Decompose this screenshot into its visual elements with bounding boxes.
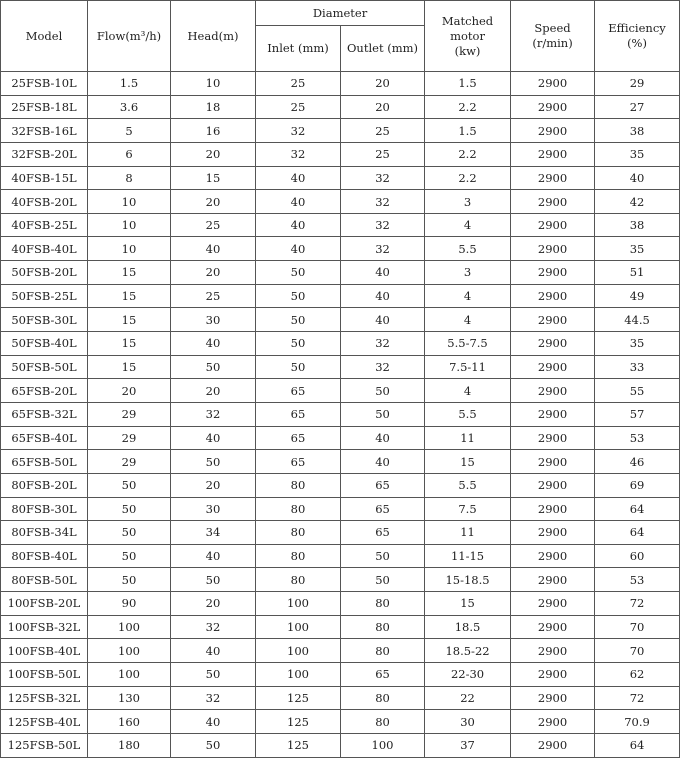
efficiency-cell: 38 (595, 213, 680, 237)
flow-cell: 3.6 (88, 95, 171, 119)
outlet-cell: 50 (341, 568, 425, 592)
model-cell: 50FSB-50L (1, 355, 88, 379)
table-row (1, 166, 680, 190)
motor-cell: 2.2 (425, 95, 511, 119)
head-cell: 25 (171, 213, 256, 237)
flow-cell: 180 (88, 733, 171, 757)
head-cell: 25 (171, 284, 256, 308)
motor-cell: 11 (425, 521, 511, 545)
motor-cell: 15 (425, 450, 511, 474)
model-cell: 100FSB-20L (1, 592, 88, 616)
head-cell: 50 (171, 450, 256, 474)
efficiency-cell: 33 (595, 355, 680, 379)
speed-cell: 2900 (511, 379, 595, 403)
outlet-cell: 50 (341, 544, 425, 568)
head-cell: 20 (171, 190, 256, 214)
model-cell: 100FSB-40L (1, 639, 88, 663)
head-cell: 32 (171, 686, 256, 710)
motor-cell: 11-15 (425, 544, 511, 568)
model-cell: 40FSB-40L (1, 237, 88, 261)
table-row (1, 402, 680, 426)
efficiency-cell: 42 (595, 190, 680, 214)
speed-cell: 2900 (511, 237, 595, 261)
efficiency-cell: 40 (595, 166, 680, 190)
efficiency-cell: 72 (595, 686, 680, 710)
efficiency-cell: 72 (595, 592, 680, 616)
model-cell: 65FSB-20L (1, 379, 88, 403)
flow-cell: 50 (88, 544, 171, 568)
inlet-cell: 80 (256, 568, 341, 592)
speed-cell: 2900 (511, 615, 595, 639)
model-cell: 40FSB-20L (1, 190, 88, 214)
outlet-cell: 50 (341, 379, 425, 403)
table-row (1, 473, 680, 497)
flow-cell: 130 (88, 686, 171, 710)
head-cell: 30 (171, 497, 256, 521)
head-cell: 20 (171, 379, 256, 403)
outlet-cell: 40 (341, 450, 425, 474)
inlet-cell: 100 (256, 639, 341, 663)
efficiency-cell: 49 (595, 284, 680, 308)
model-cell: 80FSB-20L (1, 473, 88, 497)
flow-cell: 10 (88, 237, 171, 261)
table-row (1, 710, 680, 734)
outlet-cell: 25 (341, 119, 425, 143)
outlet-cell: 32 (341, 190, 425, 214)
table-row (1, 142, 680, 166)
outlet-header: Outlet (mm) (341, 26, 425, 72)
efficiency-cell: 29 (595, 72, 680, 96)
flow-cell: 20 (88, 379, 171, 403)
model-cell: 65FSB-40L (1, 426, 88, 450)
model-cell: 25FSB-18L (1, 95, 88, 119)
model-cell: 80FSB-50L (1, 568, 88, 592)
flow-header: Flow(m³/h) (88, 1, 171, 72)
flow-cell: 100 (88, 663, 171, 687)
inlet-cell: 80 (256, 544, 341, 568)
speed-cell: 2900 (511, 284, 595, 308)
head-cell: 40 (171, 544, 256, 568)
motor-cell: 5.5 (425, 473, 511, 497)
flow-cell: 6 (88, 142, 171, 166)
inlet-cell: 40 (256, 237, 341, 261)
table-row (1, 332, 680, 356)
inlet-cell: 50 (256, 261, 341, 285)
head-cell: 20 (171, 261, 256, 285)
efficiency-cell: 64 (595, 521, 680, 545)
table-header (1, 1, 680, 72)
table-row (1, 308, 680, 332)
flow-cell: 10 (88, 213, 171, 237)
motor-cell: 18.5-22 (425, 639, 511, 663)
motor-cell: 4 (425, 308, 511, 332)
table-row (1, 261, 680, 285)
outlet-cell: 32 (341, 237, 425, 261)
efficiency-cell: 35 (595, 142, 680, 166)
outlet-cell: 32 (341, 355, 425, 379)
outlet-cell: 65 (341, 473, 425, 497)
model-cell: 80FSB-40L (1, 544, 88, 568)
model-cell: 40FSB-25L (1, 213, 88, 237)
speed-cell: 2900 (511, 402, 595, 426)
model-cell: 50FSB-20L (1, 261, 88, 285)
speed-cell: 2900 (511, 710, 595, 734)
table-row (1, 686, 680, 710)
model-cell: 100FSB-32L (1, 615, 88, 639)
table-row (1, 284, 680, 308)
outlet-cell: 65 (341, 521, 425, 545)
inlet-cell: 125 (256, 686, 341, 710)
speed-cell: 2900 (511, 521, 595, 545)
flow-cell: 90 (88, 592, 171, 616)
motor-cell: 11 (425, 426, 511, 450)
motor-cell: 4 (425, 284, 511, 308)
speed-cell: 2900 (511, 663, 595, 687)
flow-cell: 100 (88, 639, 171, 663)
table-body (1, 72, 680, 758)
outlet-cell: 32 (341, 166, 425, 190)
motor-cell: 15-18.5 (425, 568, 511, 592)
motor-cell: 3 (425, 261, 511, 285)
outlet-cell: 40 (341, 426, 425, 450)
motor-cell: 1.5 (425, 119, 511, 143)
motor-cell: 5.5 (425, 402, 511, 426)
head-cell: 40 (171, 710, 256, 734)
head-cell: 16 (171, 119, 256, 143)
efficiency-cell: 35 (595, 237, 680, 261)
table-row (1, 592, 680, 616)
outlet-cell: 40 (341, 308, 425, 332)
motor-header: Matched motor (kw) (425, 1, 511, 72)
motor-cell: 15 (425, 592, 511, 616)
table-row (1, 426, 680, 450)
speed-cell: 2900 (511, 544, 595, 568)
speed-cell: 2900 (511, 592, 595, 616)
flow-cell: 29 (88, 426, 171, 450)
outlet-cell: 80 (341, 592, 425, 616)
motor-cell: 37 (425, 733, 511, 757)
flow-cell: 29 (88, 402, 171, 426)
table-row (1, 355, 680, 379)
flow-cell: 29 (88, 450, 171, 474)
flow-cell: 100 (88, 615, 171, 639)
table-row (1, 663, 680, 687)
head-cell: 10 (171, 72, 256, 96)
inlet-cell: 100 (256, 615, 341, 639)
flow-cell: 10 (88, 190, 171, 214)
outlet-cell: 65 (341, 497, 425, 521)
outlet-cell: 20 (341, 72, 425, 96)
outlet-cell: 32 (341, 213, 425, 237)
efficiency-cell: 64 (595, 733, 680, 757)
speed-cell: 2900 (511, 142, 595, 166)
table-row (1, 733, 680, 757)
inlet-cell: 50 (256, 284, 341, 308)
inlet-cell: 32 (256, 142, 341, 166)
inlet-cell: 50 (256, 332, 341, 356)
speed-cell: 2900 (511, 261, 595, 285)
speed-cell: 2900 (511, 497, 595, 521)
inlet-cell: 25 (256, 95, 341, 119)
efficiency-cell: 57 (595, 402, 680, 426)
motor-cell: 4 (425, 379, 511, 403)
model-cell: 125FSB-32L (1, 686, 88, 710)
inlet-cell: 125 (256, 710, 341, 734)
table-row (1, 450, 680, 474)
model-cell: 65FSB-50L (1, 450, 88, 474)
motor-cell: 4 (425, 213, 511, 237)
efficiency-cell: 38 (595, 119, 680, 143)
table-row (1, 119, 680, 143)
head-header: Head(m) (171, 1, 256, 72)
motor-cell: 22-30 (425, 663, 511, 687)
motor-cell: 5.5 (425, 237, 511, 261)
inlet-cell: 50 (256, 355, 341, 379)
model-cell: 50FSB-30L (1, 308, 88, 332)
speed-cell: 2900 (511, 733, 595, 757)
head-cell: 40 (171, 639, 256, 663)
inlet-cell: 40 (256, 213, 341, 237)
flow-cell: 50 (88, 497, 171, 521)
outlet-cell: 40 (341, 284, 425, 308)
table-row (1, 568, 680, 592)
speed-header: Speed (r/min) (511, 1, 595, 72)
model-cell: 25FSB-10L (1, 72, 88, 96)
flow-cell: 15 (88, 308, 171, 332)
outlet-cell: 20 (341, 95, 425, 119)
outlet-cell: 25 (341, 142, 425, 166)
flow-cell: 15 (88, 261, 171, 285)
efficiency-cell: 35 (595, 332, 680, 356)
table-row (1, 521, 680, 545)
inlet-cell: 100 (256, 663, 341, 687)
efficiency-cell: 27 (595, 95, 680, 119)
head-cell: 50 (171, 568, 256, 592)
inlet-cell: 65 (256, 402, 341, 426)
model-cell: 40FSB-15L (1, 166, 88, 190)
model-cell: 50FSB-25L (1, 284, 88, 308)
flow-cell: 8 (88, 166, 171, 190)
efficiency-cell: 51 (595, 261, 680, 285)
outlet-cell: 50 (341, 402, 425, 426)
efficiency-cell: 69 (595, 473, 680, 497)
model-cell: 80FSB-30L (1, 497, 88, 521)
inlet-header: Inlet (mm) (256, 26, 341, 72)
motor-cell: 2.2 (425, 166, 511, 190)
table-row (1, 379, 680, 403)
flow-cell: 50 (88, 568, 171, 592)
flow-cell: 50 (88, 521, 171, 545)
efficiency-cell: 64 (595, 497, 680, 521)
head-cell: 32 (171, 615, 256, 639)
flow-cell: 15 (88, 284, 171, 308)
table-row (1, 72, 680, 96)
efficiency-cell: 70 (595, 639, 680, 663)
table-row (1, 615, 680, 639)
outlet-cell: 80 (341, 639, 425, 663)
efficiency-cell: 44.5 (595, 308, 680, 332)
model-cell: 100FSB-50L (1, 663, 88, 687)
flow-cell: 5 (88, 119, 171, 143)
table-row (1, 237, 680, 261)
inlet-cell: 125 (256, 733, 341, 757)
speed-cell: 2900 (511, 332, 595, 356)
efficiency-cell: 55 (595, 379, 680, 403)
head-cell: 40 (171, 332, 256, 356)
speed-cell: 2900 (511, 119, 595, 143)
speed-cell: 2900 (511, 450, 595, 474)
motor-cell: 7.5-11 (425, 355, 511, 379)
speed-cell: 2900 (511, 686, 595, 710)
table-row (1, 639, 680, 663)
efficiency-cell: 62 (595, 663, 680, 687)
table-row (1, 95, 680, 119)
speed-cell: 2900 (511, 639, 595, 663)
motor-cell: 22 (425, 686, 511, 710)
model-cell: 32FSB-16L (1, 119, 88, 143)
head-cell: 40 (171, 426, 256, 450)
speed-cell: 2900 (511, 568, 595, 592)
diameter-header: Diameter (256, 1, 425, 26)
inlet-cell: 65 (256, 379, 341, 403)
speed-cell: 2900 (511, 426, 595, 450)
efficiency-cell: 46 (595, 450, 680, 474)
head-cell: 20 (171, 473, 256, 497)
head-cell: 20 (171, 592, 256, 616)
flow-cell: 160 (88, 710, 171, 734)
outlet-cell: 100 (341, 733, 425, 757)
motor-cell: 7.5 (425, 497, 511, 521)
inlet-cell: 80 (256, 521, 341, 545)
outlet-cell: 40 (341, 261, 425, 285)
flow-cell: 50 (88, 473, 171, 497)
speed-cell: 2900 (511, 72, 595, 96)
model-cell: 80FSB-34L (1, 521, 88, 545)
speed-cell: 2900 (511, 213, 595, 237)
speed-cell: 2900 (511, 355, 595, 379)
head-cell: 18 (171, 95, 256, 119)
speed-cell: 2900 (511, 473, 595, 497)
outlet-cell: 80 (341, 615, 425, 639)
model-header: Model (1, 1, 88, 72)
flow-cell: 15 (88, 332, 171, 356)
speed-cell: 2900 (511, 308, 595, 332)
motor-cell: 3 (425, 190, 511, 214)
head-cell: 50 (171, 663, 256, 687)
head-cell: 40 (171, 237, 256, 261)
speed-cell: 2900 (511, 95, 595, 119)
head-cell: 32 (171, 402, 256, 426)
inlet-cell: 65 (256, 450, 341, 474)
inlet-cell: 25 (256, 72, 341, 96)
inlet-cell: 80 (256, 497, 341, 521)
efficiency-cell: 60 (595, 544, 680, 568)
inlet-cell: 40 (256, 190, 341, 214)
motor-cell: 18.5 (425, 615, 511, 639)
inlet-cell: 40 (256, 166, 341, 190)
flow-cell: 1.5 (88, 72, 171, 96)
inlet-cell: 50 (256, 308, 341, 332)
model-cell: 65FSB-32L (1, 402, 88, 426)
outlet-cell: 80 (341, 710, 425, 734)
head-cell: 34 (171, 521, 256, 545)
table-row (1, 190, 680, 214)
flow-cell: 15 (88, 355, 171, 379)
table-row (1, 213, 680, 237)
efficiency-cell: 70.9 (595, 710, 680, 734)
outlet-cell: 80 (341, 686, 425, 710)
model-cell: 32FSB-20L (1, 142, 88, 166)
outlet-cell: 32 (341, 332, 425, 356)
inlet-cell: 80 (256, 473, 341, 497)
head-cell: 30 (171, 308, 256, 332)
speed-cell: 2900 (511, 190, 595, 214)
model-cell: 50FSB-40L (1, 332, 88, 356)
table-row (1, 544, 680, 568)
head-cell: 50 (171, 355, 256, 379)
motor-cell: 2.2 (425, 142, 511, 166)
motor-cell: 5.5-7.5 (425, 332, 511, 356)
model-cell: 125FSB-50L (1, 733, 88, 757)
efficiency-cell: 70 (595, 615, 680, 639)
efficiency-cell: 53 (595, 426, 680, 450)
motor-cell: 30 (425, 710, 511, 734)
inlet-cell: 65 (256, 426, 341, 450)
head-cell: 20 (171, 142, 256, 166)
head-cell: 15 (171, 166, 256, 190)
inlet-cell: 32 (256, 119, 341, 143)
head-cell: 50 (171, 733, 256, 757)
efficiency-cell: 53 (595, 568, 680, 592)
speed-cell: 2900 (511, 166, 595, 190)
inlet-cell: 100 (256, 592, 341, 616)
model-cell: 125FSB-40L (1, 710, 88, 734)
motor-cell: 1.5 (425, 72, 511, 96)
table-row (1, 497, 680, 521)
outlet-cell: 65 (341, 663, 425, 687)
efficiency-header: Efficiency (%) (595, 1, 680, 72)
